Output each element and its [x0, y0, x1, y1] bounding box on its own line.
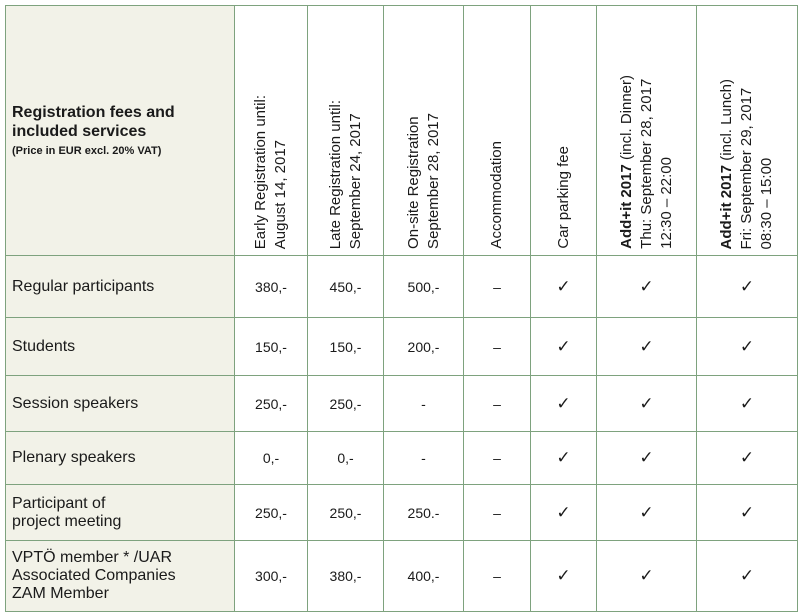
table-cell: 250,- [235, 376, 308, 432]
row-label: Plenary speakers [6, 432, 235, 485]
row-label: VPTÖ member * /UAR Associated Companies ZAM Member [6, 541, 235, 612]
row-label: Session speakers [6, 376, 235, 432]
table-cell: 200,- [384, 318, 464, 376]
header-row [6, 6, 798, 256]
checkmark-icon: ✓ [697, 376, 798, 432]
checkmark-icon: ✓ [697, 485, 798, 541]
table-cell: 380,- [235, 256, 308, 318]
col-header-addit-thursday: Add+it 2017 (incl. Dinner) Thu: September 28, 2017 12:30 – 22:00 [597, 6, 697, 256]
header-title: Registration fees and included services [12, 104, 175, 140]
table-cell: 250,- [308, 376, 384, 432]
table-row [6, 376, 798, 432]
col-header-addit-friday: Add+it 2017 (incl. Lunch) Fri: September 29, 2017 08:30 – 15:00 [697, 6, 798, 256]
table-row [6, 485, 798, 541]
table-cell: 400,- [384, 541, 464, 612]
checkmark-icon: ✓ [531, 256, 597, 318]
table-row [6, 256, 798, 318]
table-cell: 0,- [308, 432, 384, 485]
col-header-early-registration: Early Registration until: August 14, 2017 [235, 6, 308, 256]
table-cell: - [384, 376, 464, 432]
table-cell: 300,- [235, 541, 308, 612]
checkmark-icon: ✓ [697, 432, 798, 485]
checkmark-icon: ✓ [531, 432, 597, 485]
row-label: Participant of project meeting [6, 485, 235, 541]
table-row [6, 318, 798, 376]
table-cell: 150,- [235, 318, 308, 376]
col-header-onsite-registration: On-site Registration September 28, 2017 [384, 6, 464, 256]
col-header-accommodation: Accommodation [464, 6, 531, 256]
table-cell: – [464, 318, 531, 376]
checkmark-icon: ✓ [531, 541, 597, 612]
header-subtitle: (Price in EUR excl. 20% VAT) [12, 145, 162, 157]
table-cell: 250,- [235, 485, 308, 541]
table-cell: 0,- [235, 432, 308, 485]
table-cell: – [464, 432, 531, 485]
table-cell: – [464, 485, 531, 541]
row-label: Regular participants [6, 256, 235, 318]
table-cell: – [464, 541, 531, 612]
table-cell: 380,- [308, 541, 384, 612]
checkmark-icon: ✓ [697, 256, 798, 318]
table-cell: 450,- [308, 256, 384, 318]
checkmark-icon: ✓ [597, 256, 697, 318]
table-cell: 250,- [308, 485, 384, 541]
checkmark-icon: ✓ [531, 318, 597, 376]
table-cell: 500,- [384, 256, 464, 318]
table-cell: – [464, 376, 531, 432]
col-header-late-registration: Late Registration until: September 24, 2017 [308, 6, 384, 256]
checkmark-icon: ✓ [697, 318, 798, 376]
checkmark-icon: ✓ [597, 541, 697, 612]
checkmark-icon: ✓ [531, 376, 597, 432]
checkmark-icon: ✓ [697, 541, 798, 612]
checkmark-icon: ✓ [531, 485, 597, 541]
table-cell: - [384, 432, 464, 485]
table-cell: – [464, 256, 531, 318]
checkmark-icon: ✓ [597, 485, 697, 541]
checkmark-icon: ✓ [597, 432, 697, 485]
table-row [6, 541, 798, 612]
row-label: Students [6, 318, 235, 376]
table-row [6, 432, 798, 485]
header-title-cell [6, 6, 235, 256]
table-cell: 250.- [384, 485, 464, 541]
checkmark-icon: ✓ [597, 376, 697, 432]
registration-fees-table [5, 5, 798, 612]
checkmark-icon: ✓ [597, 318, 697, 376]
col-header-car-parking: Car parking fee [531, 6, 597, 256]
table-cell: 150,- [308, 318, 384, 376]
